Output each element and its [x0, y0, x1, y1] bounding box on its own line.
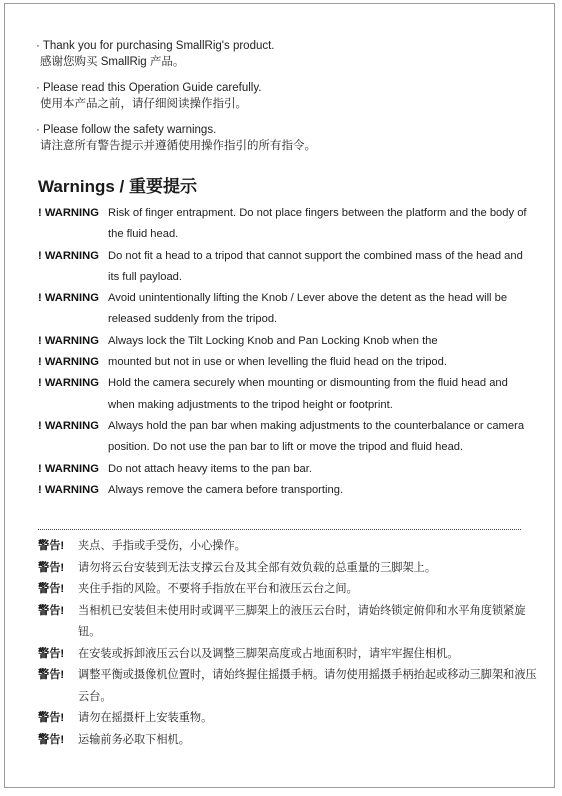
warning-label: ! WARNING — [38, 483, 99, 496]
warning-item-zh — [38, 558, 538, 580]
warning-item — [38, 480, 528, 501]
warning-text: Hold the camera securely when mounting or dismounting from the fluid head and when making adjustments to the tripod height or footprint. — [108, 377, 508, 411]
warning-label-zh: 警告! — [38, 561, 65, 574]
warning-label-zh: 警告! — [38, 733, 65, 746]
warning-item — [38, 373, 528, 416]
warning-label-zh: 警告! — [38, 583, 65, 595]
warning-item-zh — [38, 601, 538, 644]
warning-item-zh — [38, 708, 538, 730]
warning-label-zh: 警告! — [38, 647, 65, 660]
warning-item — [38, 288, 528, 331]
warning-item-zh — [38, 579, 538, 601]
warning-list-zh — [38, 536, 538, 751]
warning-text-zh: 运输前务必取下相机。 — [78, 733, 190, 746]
warning-text-zh: 当相机已安装但未使用时或调平三脚架上的液压云台时，请始终锁定俯仰和水平角度锁紧旋钮。 — [78, 604, 526, 638]
warning-text: Always lock the Tilt Locking Knob and Pan Locking Knob when the — [108, 334, 438, 347]
warning-item-zh — [38, 665, 538, 708]
warning-label: ! WARNING — [38, 377, 99, 390]
warning-text: mounted but not in use or when levelling the fluid head on the tripod. — [108, 356, 447, 369]
warning-item — [38, 352, 528, 373]
warning-item — [38, 246, 528, 289]
warning-text: Always remove the camera before transporting. — [108, 483, 344, 496]
warning-text-zh: 在安装或拆卸液压云台以及调整三脚架高度或占地面积时，请牢牢握住相机。 — [78, 647, 459, 660]
intro-item — [36, 80, 536, 112]
warning-text-zh: 请勿将云台安装到无法支撑云台及其全部有效负载的总重量的三脚架上。 — [78, 561, 437, 574]
warning-text: Do not attach heavy items to the pan bar. — [108, 462, 312, 475]
warning-label: ! WARNING — [38, 334, 99, 347]
intro-text-en: · Thank you for purchasing SmallRig's product. — [36, 40, 275, 52]
warning-item — [38, 331, 528, 352]
warning-label: ! WARNING — [38, 462, 99, 475]
warning-text-zh: 夹点、手指或手受伤，小心操作。 — [78, 540, 246, 552]
warning-item-zh — [38, 644, 538, 666]
warning-text: Avoid unintentionally lifting the Knob / Lever above the detent as the head will be released suddenly from the tripod. — [108, 292, 508, 326]
warning-label-zh: 警告! — [38, 604, 65, 617]
intro-text-en: · Please read this Operation Guide carefully. — [36, 82, 261, 94]
warning-text: Always hold the pan bar when making adjustments to the counterbalance or camera position. Do not use the pan bar to lift or move the tripod and fluid head. — [108, 419, 525, 454]
warning-list-en — [38, 203, 528, 501]
intro-text-zh: 使用本产品之前，请仔细阅读操作指引。 — [40, 98, 247, 110]
warning-label: ! WARNING — [38, 207, 99, 219]
intro-text-en: · Please follow the safety warnings. — [36, 124, 216, 136]
warning-text-zh: 调整平衡或摄像机位置时，请始终握住摇摄手柄。请勿使用摇摄手柄抬起或移动三脚架和液压云台。 — [78, 669, 537, 703]
warning-label: ! WARNING — [38, 419, 99, 432]
warning-item-zh — [38, 536, 538, 558]
intro-item — [36, 38, 536, 70]
warning-label-zh: 警告! — [38, 712, 65, 724]
warning-text: Risk of finger entrapment. Do not place fingers between the platform and the body of the fluid head. — [108, 207, 527, 241]
warning-label: ! WARNING — [38, 356, 99, 369]
warning-item — [38, 203, 528, 246]
warning-label: ! WARNING — [38, 249, 99, 262]
warning-text: Do not fit a head to a tripod that cannot support the combined mass of the head and its full payload. — [108, 249, 523, 283]
warning-label-zh: 警告! — [38, 669, 65, 681]
warning-label: ! WARNING — [38, 292, 99, 305]
warning-label-zh: 警告! — [38, 540, 65, 552]
intro-text-zh: 请注意所有警告提示并遵循使用操作指引的所有指令。 — [40, 140, 316, 152]
warning-text-zh: 夹住手指的风险。不要将手指放在平台和液压云台之间。 — [78, 583, 358, 595]
dotted-divider — [38, 529, 521, 530]
warning-text-zh: 请勿在摇摄杆上安装重物。 — [78, 712, 213, 724]
warnings-heading: Warnings / 重要提示 — [38, 177, 197, 196]
warning-item-zh — [38, 730, 538, 752]
warning-item — [38, 416, 528, 459]
intro-text-zh: 感谢您购买 SmallRig 产品。 — [40, 56, 185, 68]
intro-item — [36, 122, 536, 154]
intro-notes — [36, 38, 536, 164]
warning-item — [38, 459, 528, 480]
